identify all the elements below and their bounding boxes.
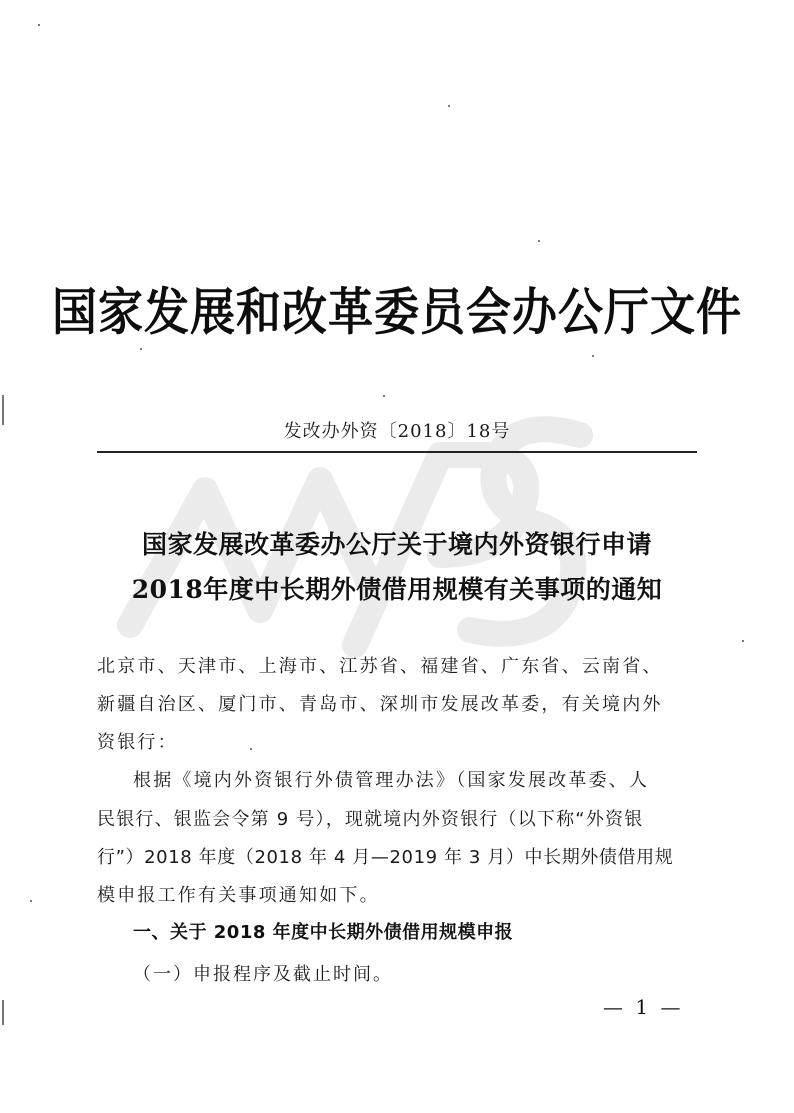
body-paragraph-line-3: 行”）2018 年度（2018 年 4 月—2019 年 3 月）中长期外债借用规 [97,847,674,868]
notice-title-line-1: 国家发展改革委办公厅关于境内外资银行申请 [141,530,652,559]
body-paragraph-line-2: 民银行、银监会令第 9 号），现就境内外资银行（以下称“外资银 [97,809,644,830]
notice-title-line-2: 2018年度中长期外债借用规模有关事项的通知 [131,575,663,604]
page-number [603,995,683,1019]
recipients-line-2: 新疆自治区、厦门市、青岛市、深圳市发展改革委，有关境内外 [97,694,663,715]
recipients-line-3: 资银行： [97,732,178,753]
section-heading: 一、关于 2018 年度中长期外债借用规模申报 [133,922,514,943]
binding-edge-mark [2,1000,4,1025]
page-number-dash-left: — [603,995,626,1019]
scan-speck [538,240,540,242]
scan-speck [38,24,40,26]
issuer-title: 国家发展和改革委员会办公厅文件 [51,282,742,342]
body-paragraph-line-1: 根据《境内外资银行外债管理办法》（国家发展改革委、人 [133,770,650,791]
scan-speck [592,355,594,357]
page-number-dash-right: — [660,995,684,1019]
subsection-heading: （一）申报程序及截止时间。 [133,964,393,985]
scan-speck [30,900,32,902]
scan-speck [140,348,142,350]
recipients-line-1: 北京市、天津市、上海市、江苏省、福建省、广东省、云南省、 [97,656,663,677]
body-paragraph-line-4: 模申报工作有关事项通知如下。 [97,885,380,906]
document-number: 发改办外资〔2018〕18号 [283,421,511,442]
page-number-value: 1 [635,995,652,1019]
header-divider [97,451,697,453]
scan-speck [448,105,450,107]
scan-speck [742,640,744,642]
